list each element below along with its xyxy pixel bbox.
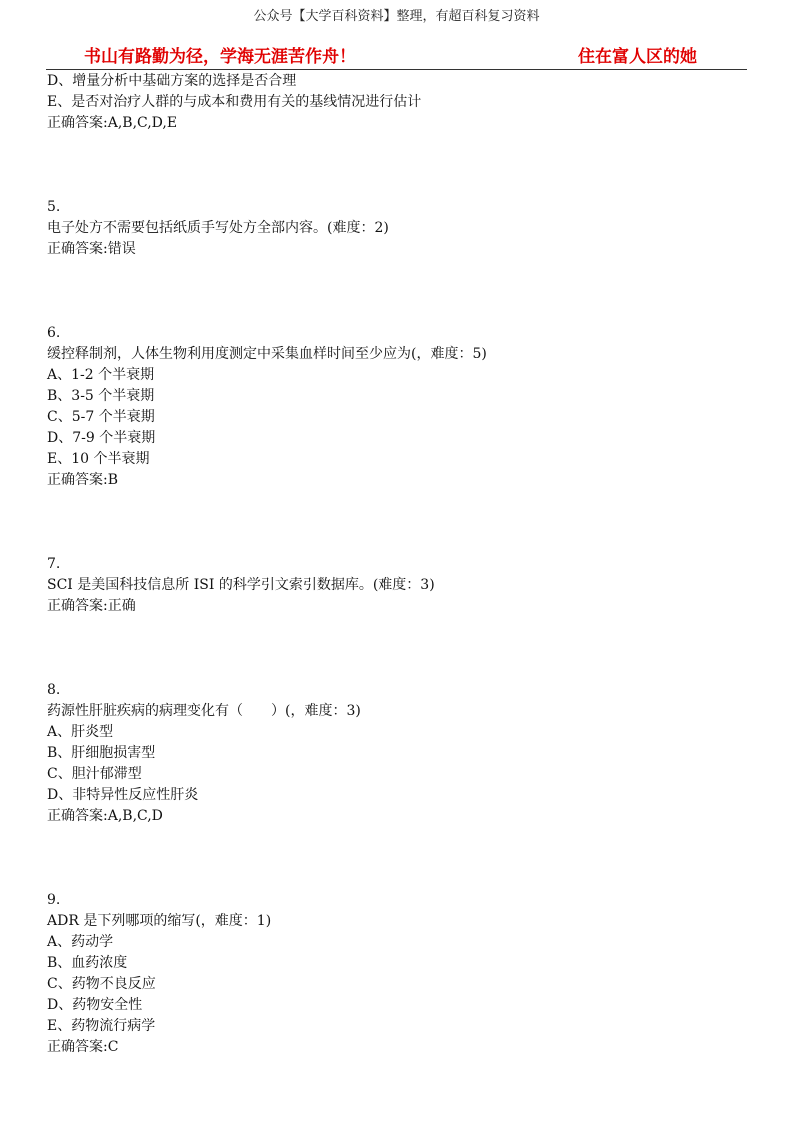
option-d: D、药物安全性 bbox=[47, 997, 143, 1013]
question-7 bbox=[47, 554, 747, 617]
option-d: D、增量分析中基础方案的选择是否合理 bbox=[47, 73, 297, 89]
question-stem: 电子处方不需要包括纸质手写处方全部内容。(难度：2) bbox=[47, 220, 389, 236]
question-number: 6. bbox=[47, 325, 61, 341]
answer-line: 正确答案:错误 bbox=[47, 241, 136, 257]
answer-line: 正确答案:B bbox=[47, 472, 119, 488]
question-stem: 药源性肝脏疾病的病理变化有（ ）(，难度：3) bbox=[47, 703, 361, 719]
document-body bbox=[47, 71, 747, 1058]
option-e: E、10 个半衰期 bbox=[47, 451, 150, 467]
option-c: C、胆汁郁滞型 bbox=[47, 766, 142, 782]
question-9 bbox=[47, 890, 747, 1058]
option-b: B、血药浓度 bbox=[47, 955, 128, 971]
option-b: B、肝细胞损害型 bbox=[47, 745, 156, 761]
header-divider bbox=[46, 69, 747, 70]
option-a: A、药动学 bbox=[47, 934, 114, 950]
question-stem: ADR 是下列哪项的缩写(，难度：1) bbox=[47, 913, 272, 929]
option-d: D、非特异性反应性肝炎 bbox=[47, 787, 199, 803]
answer-line: 正确答案:正确 bbox=[47, 598, 136, 614]
question-number: 8. bbox=[47, 682, 61, 698]
answer-line: 正确答案:A,B,C,D bbox=[47, 808, 163, 824]
question-number: 5. bbox=[47, 199, 61, 215]
answer-line: 正确答案:C bbox=[47, 1039, 119, 1055]
question-8 bbox=[47, 680, 747, 827]
question-stem: SCI 是美国科技信息所 ISI 的科学引文索引数据库。(难度：3) bbox=[47, 577, 435, 593]
question-6 bbox=[47, 323, 747, 491]
option-a: A、肝炎型 bbox=[47, 724, 114, 740]
author-banner: 住在富人区的她 bbox=[578, 47, 697, 67]
option-a: A、1-2 个半衰期 bbox=[47, 367, 155, 383]
question-carryover bbox=[47, 71, 747, 134]
question-5 bbox=[47, 197, 747, 260]
question-number: 9. bbox=[47, 892, 61, 908]
page-top-note: 公众号【大学百科资料】整理，有超百科复习资料 bbox=[253, 9, 540, 24]
question-stem: 缓控释制剂，人体生物利用度测定中采集血样时间至少应为(，难度：5) bbox=[47, 346, 487, 362]
motto-banner: 书山有路勤为径，学海无涯苦作舟！ bbox=[84, 47, 356, 67]
question-number: 7. bbox=[47, 556, 61, 572]
answer-line: 正确答案:A,B,C,D,E bbox=[47, 115, 178, 131]
option-e: E、是否对治疗人群的与成本和费用有关的基线情况进行估计 bbox=[47, 94, 422, 110]
option-c: C、药物不良反应 bbox=[47, 976, 156, 992]
option-b: B、3-5 个半衰期 bbox=[47, 388, 155, 404]
option-e: E、药物流行病学 bbox=[47, 1018, 156, 1034]
option-d: D、7-9 个半衰期 bbox=[47, 430, 156, 446]
option-c: C、5-7 个半衰期 bbox=[47, 409, 155, 425]
